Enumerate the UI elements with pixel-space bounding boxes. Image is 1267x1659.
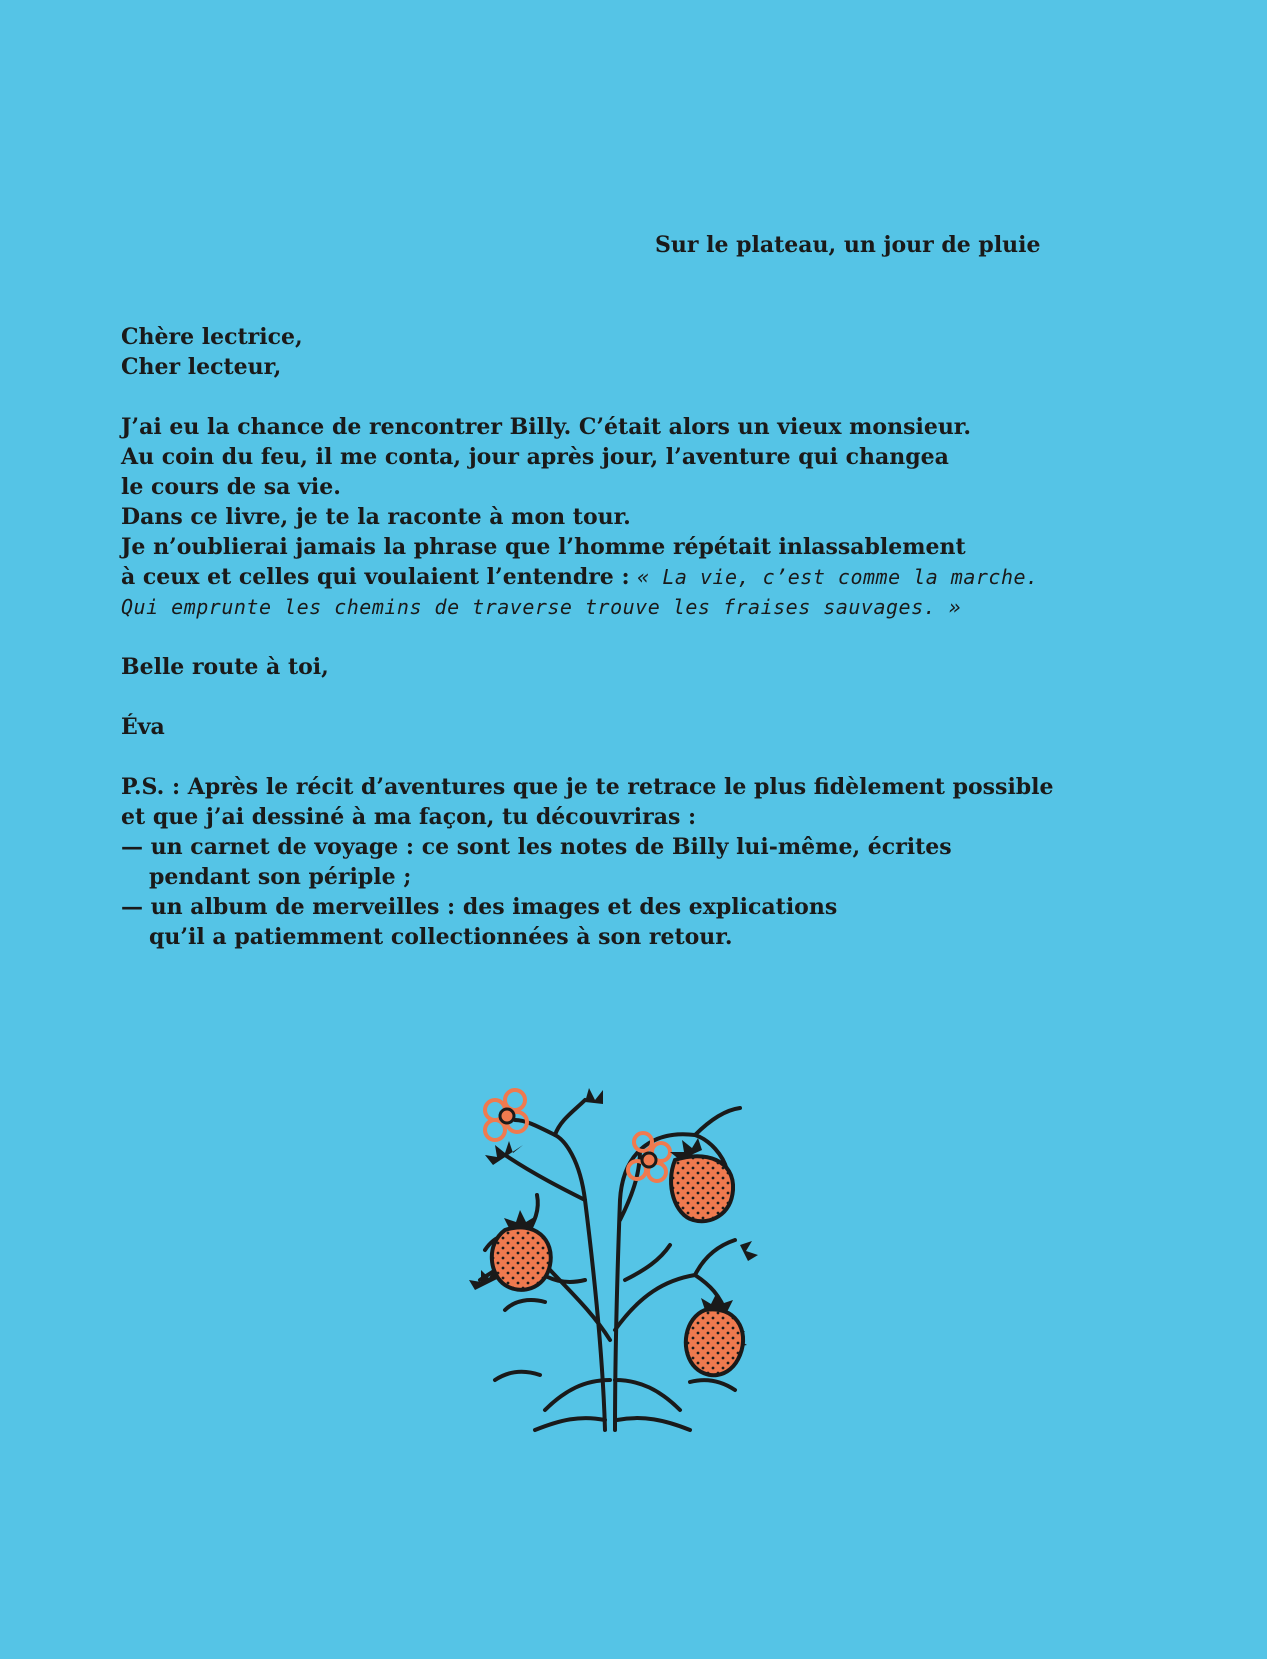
body-line: J’ai eu la chance de rencontrer Billy. C’était alors un vieux monsieur. <box>121 414 972 440</box>
postscript-line: P.S. : Après le récit d’aventures que je te retrace le plus fidèlement possible <box>121 774 1054 800</box>
postscript-item-continued: pendant son périple ; <box>149 864 412 890</box>
signature: Éva <box>121 714 165 740</box>
quote-text: « La vie, c’est comme la marche. <box>637 565 1039 589</box>
quote-text: Qui emprunte les chemins de traverse trouve les fraises sauvages. » <box>121 595 962 619</box>
closing: Belle route à toi, <box>121 654 329 680</box>
letter-body <box>121 322 1231 952</box>
body-line: Je n’oublierai jamais la phrase que l’homme répétait inlassablement <box>121 534 966 560</box>
dateline: Sur le plateau, un jour de pluie <box>655 232 1041 258</box>
body-line <box>121 562 1231 592</box>
body-line: Au coin du feu, il me conta, jour après jour, l’aventure qui changea <box>121 444 949 470</box>
postscript-item: — un carnet de voyage : ce sont les notes de Billy lui-même, écrites <box>121 834 952 860</box>
postscript-item: — un album de merveilles : des images et des explications <box>121 894 838 920</box>
body-line: le cours de sa vie. <box>121 474 341 500</box>
salutation-line: Chère lectrice, <box>121 324 303 350</box>
strawberry-plant-icon <box>465 1080 785 1440</box>
postscript-item-continued: qu’il a patiemment collectionnées à son retour. <box>149 924 733 950</box>
body-text: à ceux et celles qui voulaient l’entendre : <box>121 564 638 590</box>
body-line: Dans ce livre, je te la raconte à mon tour. <box>121 504 631 530</box>
postscript-line: et que j’ai dessiné à ma façon, tu découvriras : <box>121 804 697 830</box>
salutation-line: Cher lecteur, <box>121 354 282 380</box>
